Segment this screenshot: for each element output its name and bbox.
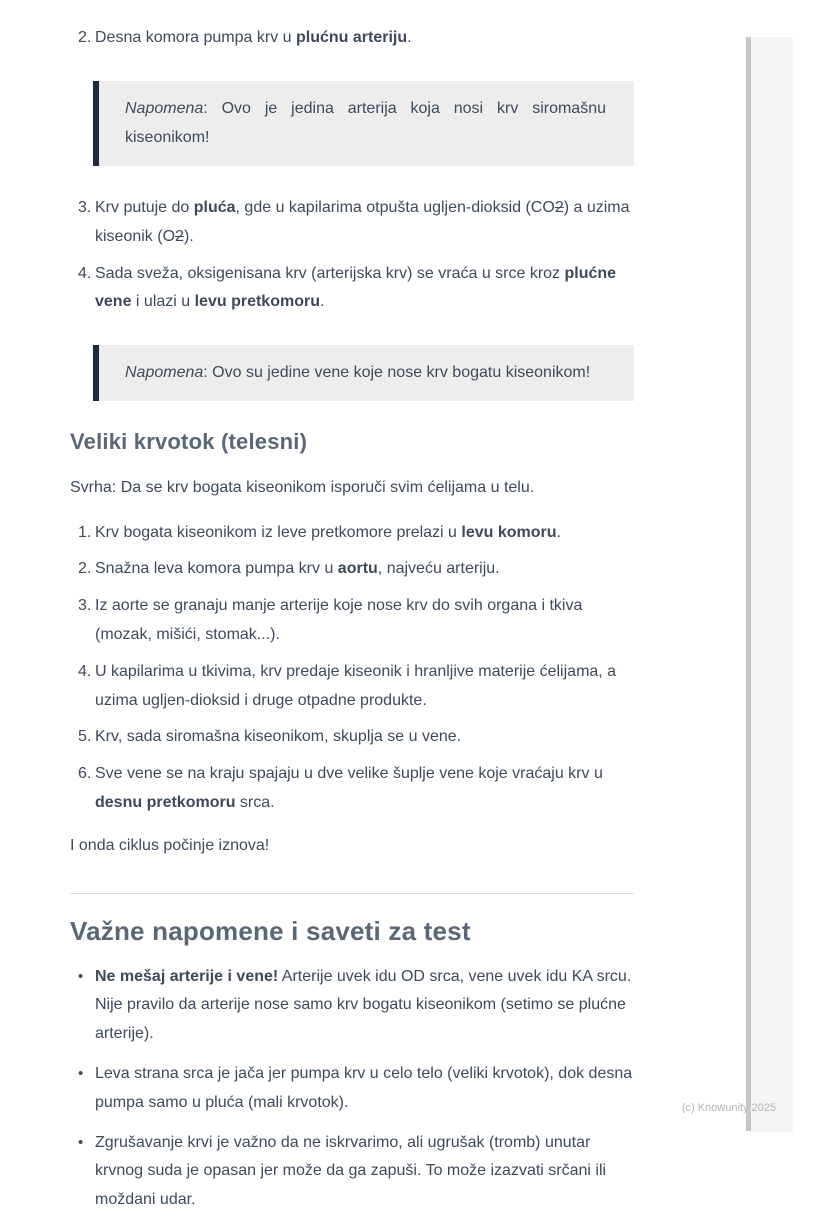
page-divider-bar — [746, 37, 751, 1131]
list-item — [78, 1060, 634, 1118]
list-item — [78, 760, 634, 818]
list-marker: 6. — [78, 765, 92, 783]
test-tips-list — [70, 963, 634, 1215]
note-box-pulmonary-artery — [93, 81, 634, 166]
bullet-marker: • — [78, 1064, 84, 1082]
list-marker: 3. — [78, 198, 92, 216]
next-page-edge — [751, 37, 793, 1132]
list-text: Leva strana srca je jača jer pumpa krv u celo telo (veliki krvotok), dok desna pumpa samo u pluća (mali krvotok). — [95, 1064, 633, 1111]
list-text: Iz aorte se granaju manje arterije koje nose krv do svih organa i tkiva (mozak, mišići, stomak...). — [95, 597, 583, 643]
bullet-marker: • — [78, 1133, 84, 1151]
list-marker: 5. — [78, 728, 92, 746]
heading-important-notes: Važne napomene i saveti za test — [70, 915, 471, 946]
list-text: Zgrušavanje krvi je važno da ne iskrvarimo, ali ugrušak (tromb) unutar krvnog suda je opasan jer može da ga zapuši. To može izazvati srčani ili moždani udar. — [95, 1133, 607, 1209]
note-box-pulmonary-veins — [93, 345, 634, 401]
list-item — [78, 592, 634, 650]
list-text: Krv putuje do pluća, gde u kapilarima otpušta ugljen-dioksid (CO2) a uzima kiseonik (O2). — [95, 198, 630, 245]
list-item — [78, 194, 634, 252]
list-item — [78, 555, 634, 584]
big-circulation-steps — [70, 519, 634, 818]
list-item — [78, 1129, 634, 1215]
list-text: U kapilarima u tkivima, krv predaje kiseonik i hranljive materije ćelijama, a uzima ugljen-dioksid i druge otpadne produkte. — [95, 662, 617, 709]
section-divider — [70, 893, 634, 894]
list-item — [78, 963, 634, 1049]
list-item — [78, 658, 634, 716]
list-item — [78, 260, 634, 318]
list-marker: 4. — [78, 662, 92, 680]
list-marker: 4. — [78, 264, 92, 282]
list-text: Sada sveža, oksigenisana krv (arterijska krv) se vraća u srce kroz plućne vene i ulazi u levu pretkomoru. — [95, 264, 617, 311]
bullet-marker: • — [78, 967, 84, 985]
list-text: Desna komora pumpa krv u plućnu arteriju. — [95, 29, 412, 46]
note-text: Napomena: Ovo je jedina arterija koja nosi krv siromašnu kiseonikom! — [125, 99, 606, 147]
list-text: Ne mešaj arterije i vene! Arterije uvek idu OD srca, vene uvek idu KA srcu. Nije pravilo da arterije nose samo krv bogatu kiseonikom (setimo se plućne arterije). — [95, 967, 632, 1043]
list-item — [78, 723, 634, 752]
list-marker: 3. — [78, 597, 92, 615]
list-item — [78, 519, 634, 548]
list-marker: 2. — [78, 560, 92, 578]
list-text: Krv, sada siromašna kiseonikom, skuplja se u vene. — [95, 728, 462, 746]
list-item — [78, 24, 634, 53]
watermark: (c) Knowunity 2025 — [681, 1102, 776, 1114]
document-content — [70, 24, 634, 1226]
list-marker: 2. — [78, 29, 92, 46]
small-circulation-steps — [70, 24, 634, 53]
note-text: Napomena: Ovo su jedine vene koje nose krv bogatu kiseonikom! — [125, 364, 591, 382]
heading-big-circulation: Veliki krvotok (telesni) — [70, 428, 308, 454]
small-circulation-steps-continued — [70, 194, 634, 317]
list-text: Sve vene se na kraju spajaju u dve velike šuplje vene koje vraćaju krv u desnu pretkomoru srca. — [95, 765, 603, 811]
list-text: Krv bogata kiseonikom iz leve pretkomore prelazi u levu komoru. — [95, 523, 561, 541]
cycle-closing-line: I onda ciklus počinje iznova! — [70, 836, 270, 854]
big-circulation-purpose: Svrha: Da se krv bogata kiseonikom isporuči svim ćelijama u telu. — [70, 478, 535, 496]
list-text: Snažna leva komora pumpa krv u aortu, najveću arteriju. — [95, 560, 500, 578]
list-marker: 1. — [78, 523, 92, 541]
